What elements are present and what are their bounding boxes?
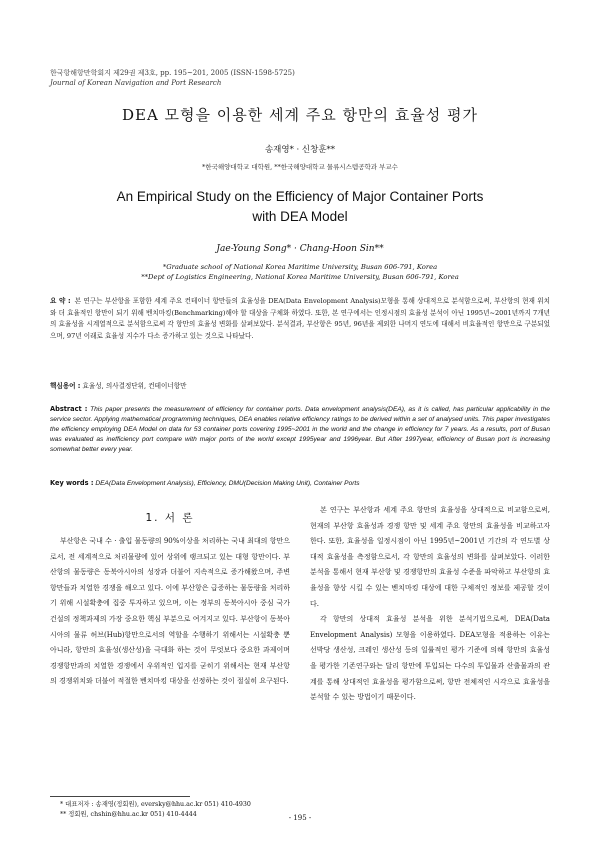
journal-header [50,68,295,88]
section-title-introduction: 1. 서 론 [145,512,195,524]
abstract-ko-label: 요 약 : [50,297,71,305]
footnote-divider [50,796,190,797]
abstract-en-text: This paper presents the measurement of efficiency for container ports. Data envelopment analysis(DEA), as it is called, has particular applicability in the service sector. Applying mathematical programming techniques, DEA enables relative efficiency ratings to be derived within a set of analysed units. This paper investigates the efficiency employing DEA Model on data for 53 container ports covering 1995~2001 in the world and the change in efficiency for 7 years. As a results, port of Busan was evaluated as inefficiency port compare with major ports of the world except 1995year and 1996year. But After 1997year, efficiency of Busan port is increasing somewhat better every year. [50,406,550,453]
abstract-en-label: Abstract : [50,405,88,413]
keywords-ko-text: 효율성, 의사결정단위, 컨테이너항만 [82,382,187,390]
keywords-en-text: DEA(Data Envelopment Analysis), Efficiency, DMU(Decision Making Unit), Container Ports [95,480,360,487]
keywords-en [50,479,360,487]
affiliation-en-1: *Graduate school of National Korea Maritime University, Busan 606-791, Korea [162,263,438,271]
body-column-left [50,534,290,690]
footnote-coauthor: ** 정회원, chshin@hhu.ac.kr 051) 410-4444 [60,811,197,818]
page-number: - 195 - [288,814,312,822]
intro-paragraph-1: 부산항은 국내 수 · 출입 물동량의 90%이상을 처리하는 국내 최대의 항만으로서, 전 세계적으로 처리물량에 있어 상위에 랭크되고 있는 대형 항만이다. 부산항의 물동량은 동북아시아의 성장과 더불어 지속적으로 증가해왔으며, 주변 항만들과 치열한 경쟁을 해오고 있다. 이에 부산항은 급증하는 물동량을 처리하기 위해 시설확충에 집중 투자하고 있으며, 이는 정부의 동북아시아 중심 국가 건설의 정책과제의 가장 중요한 핵심 부분으로 여겨지고 있다. 부산항이 동북아시아의 물류 허브(Hub)항만으로서의 역할을 수행하기 위해서는 시설확충 뿐 아니라, 항만의 효율성(생산성)을 극대화 하는 것이 무엇보다 중요한 과제이며 경쟁항만과의 치열한 경쟁에서 우위적인 입지를 굳히기 위해서는 현재 부산항의 경쟁위치와 더불어 적절한 벤치마킹 대상을 선정하는 것이 절실히 요구된다. [50,537,290,686]
authors-en: Jae-Young Song* · Chang-Hoon Sin** [216,244,384,254]
footnote-corresponding-author: * 대표저자 : 송재영(정회원), eversky@hhu.ac.kr 051) 410-4930 [60,801,251,808]
authors-ko: 송재영* · 신창훈** [264,145,336,155]
affiliation-en [0,262,600,282]
affiliation-en-2: **Dept of Logistics Engineering, National Korea Maritime University, Busan 606-791, Korea [141,273,459,281]
journal-name-en: Journal of Korean Navigation and Port Research [50,79,222,87]
paper-title-en [0,187,600,227]
intro-paragraph-2: 본 연구는 부산항과 세계 주요 항만의 효율성을 상대적으로 비교함으로써, 현재의 부산항 효율성과 경쟁 항만 및 세계 주요 항만의 효율성을 비교하고자 한다. 또한, 효율성을 일정시점이 아닌 1995년~2001년 기간의 각 연도별 상대적 효율성을 측정함으로서, 각 항만의 효율성의 변화를 살펴보았다. 이러한 분석을 통해서 현재 부산항 및 경쟁항만의 효율성 수준을 파악하고 부산항의 효율성을 향상 시킬 수 있는 벤치마킹 대상에 대한 구체적인 정보를 제공할 것이다. [310,506,550,608]
title-en-line2: with DEA Model [252,209,348,224]
keywords-ko-label: 핵심용어 : [50,382,81,390]
intro-paragraph-3: 각 항만의 상대적 효율성 분석을 위한 분석기법으로써, DEA(Data Envelopment Analysis) 모형을 이용하였다. DEA모형을 적용하는 이유는 선박당 생산성, 크레인 생산성 등의 일률적인 평가 기준에 의해 항만의 효율성을 평가한 기존연구와는 달리 항만에 투입되는 다수의 투입물과 산출물과의 관계를 통해 상대적인 효율성을 평가함으로써, 항만 전체적인 시각으로 효율성을 분석할 수 있는 방법이기 때문이다. [310,615,550,702]
body-column-right [310,503,550,706]
journal-info-ko: 한국항해항만학회지 제29권 제3호, pp. 195~201, 2005 (ISSN-1598-5725) [50,69,295,77]
affiliation-ko: *한국해양대학교 대학원, **한국해양대학교 물류시스템공학과 부교수 [202,163,398,171]
paper-title-ko: DEA 모형을 이용한 세계 주요 항만의 효율성 평가 [121,106,478,124]
keywords-en-label: Key words : [50,479,94,487]
abstract-en [50,404,550,455]
abstract-ko [50,296,550,342]
title-en-line1: An Empirical Study on the Efficiency of Major Container Ports [116,189,484,204]
keywords-ko [50,380,186,390]
abstract-ko-text: 본 연구는 부산항을 포함한 세계 주요 컨테이너 항만들의 효율성을 DEA(Data Envelopment Analysis)모형을 통해 상대적으로 분석함으로써, 부산항의 현재 위치와 더 효율적인 항만이 되기 위해 벤치마킹(Benchmarking)해야 할 대상을 구체화 하였다. 또한, 본 연구에서는 인정시점의 효율성 분석이 아닌 1995년~2001년까지 7개년의 효율성을 시계열적으로 분석함으로써 각 항만의 효율성 변화를 살펴보았다. 분석결과, 부산항은 95년, 96년을 제외한 나머지 연도에 대해서 비효율적인 항만으로 구분되었으며, 97년 이래로 효율성 지수가 다소 증가하고 있는 것으로 나타났다. [50,297,550,340]
